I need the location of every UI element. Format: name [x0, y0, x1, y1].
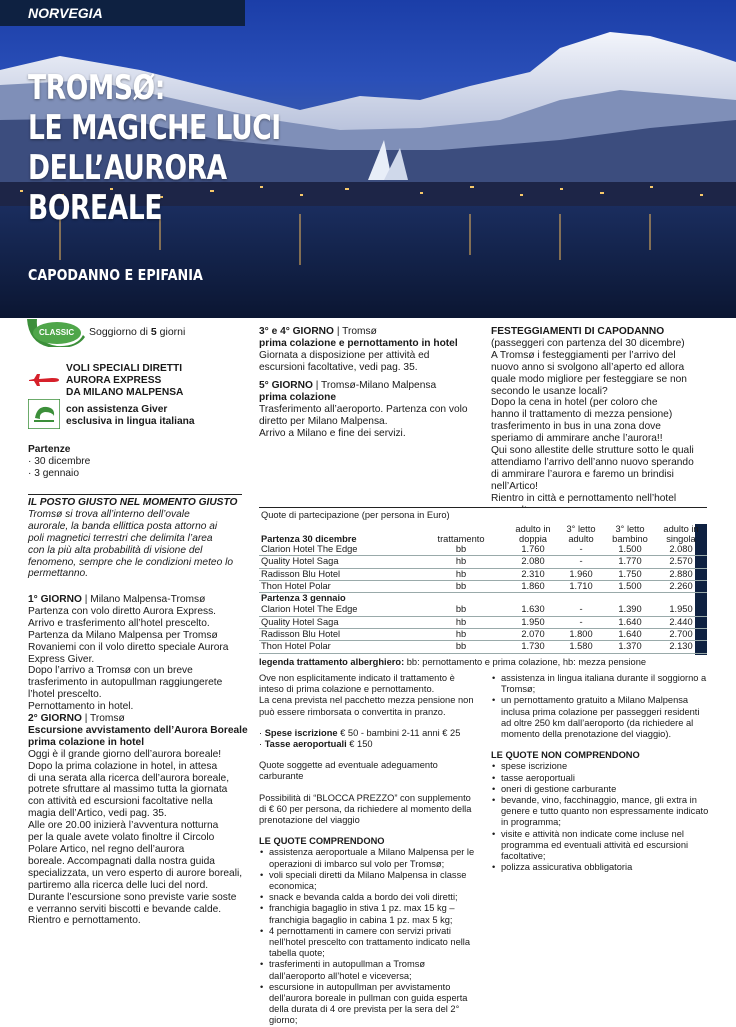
table-row: Clarion Hotel The Edge bb 1.630 - 1.390 1.950: [259, 604, 707, 616]
title-line: LE MAGICHE LUCI: [28, 108, 281, 148]
departure-item: · 30 dicembre: [28, 455, 91, 467]
day34-route: | Tromsø: [336, 326, 377, 337]
excludes-heading: LE QUOTE NON COMPRENDONO: [491, 750, 640, 761]
stay-suffix: giorni: [159, 326, 186, 338]
includes-heading: LE QUOTE COMPRENDONO: [259, 836, 385, 847]
intro-section: [28, 497, 248, 580]
includes-list-continued: [491, 673, 726, 740]
day5-sub: prima colazione: [259, 391, 336, 403]
list-item: • voli speciali diretti da Milano Malpensa in classe economica;: [269, 870, 499, 892]
capodanno-heading: FESTEGGIAMENTI DI CAPODANNO: [491, 326, 665, 337]
fee-line: · Spese iscrizione € 50 - bambini 2-11 anni € 25: [259, 727, 461, 738]
day5-route: | Tromsø-Milano Malpensa: [315, 380, 437, 391]
assistance-line: esclusiva in lingua italiana: [66, 415, 195, 427]
list-item: • un pernottamento gratuito a Milano Malpensa inclusa prima colazione per passeggeri residenti ad oltre 250 km dall’aeroporto (da richiedere al momento della prenotazione del viaggio).: [501, 695, 726, 740]
table-row: Radisson Blu Hotel hb 2.070 1.800 1.640 2.700: [259, 629, 707, 641]
list-item: • oneri di gestione carburante: [501, 784, 726, 795]
day5-heading: 5° GIORNO: [259, 380, 313, 391]
list-item: • trasferimenti in autopullman a Tromsø dall’aeroporto all’hotel e viceversa;: [269, 959, 499, 981]
day1-heading: 1° GIORNO: [28, 594, 82, 605]
flights-line: DA MILANO MALPENSA: [66, 386, 184, 398]
list-item: • spese iscrizione: [501, 761, 726, 772]
classic-badge: [27, 319, 85, 347]
table-legend: legenda trattamento alberghiero: bb: pernottamento e prima colazione, hb: mezza pensione: [259, 657, 647, 667]
capodanno-section: FESTEGGIAMENTI DI CAPODANNO (passeggeri con partenza del 30 dicembre) A Tromsø i festeggiamenti per l’arrivo del nuovo anno si svolgono all’aperto ed allora quale modo migliore per festeggiare se non secondo le usanze locali? Dopo la cena in hotel (per coloro che hanno il trattamento di mezza pensione) trasferimento in bus in una zona dove speriamo di ammirare anche l’aurora!! Qui sono allestite delle strutture sotto le quali attendiamo l’arrivo dell’anno nuovo sperando di ammirare l’aurora e faremo un brindisi nell’Artico! Rientro in città e pernottamento nell’hotel: [491, 326, 721, 517]
list-item: • tasse aeroportuali: [501, 773, 726, 784]
column-header: 3° letto adulto: [566, 524, 596, 544]
flights-line: AURORA EXPRESS: [66, 374, 162, 386]
table-group-header: Partenza 30 dicembre: [261, 534, 357, 544]
assistance-line: con assistenza Giver: [66, 404, 168, 415]
column-header: adulto in singola: [663, 524, 699, 544]
assistance-info: [66, 404, 195, 428]
title-line: DELL’AURORA: [28, 148, 227, 188]
day34-heading: 3° e 4° GIORNO: [259, 326, 334, 337]
intro-heading: IL POSTO GIUSTO NEL MOMENTO GIUSTO: [28, 497, 238, 508]
stay-duration: [89, 327, 185, 339]
plane-icon: [28, 371, 60, 387]
day1-section: 1° GIORNO | Milano Malpensa-Tromsø Partenza con volo diretto Aurora Express. Arrivo e trasferimento all’hotel prescelto. Partenza da Milano Malpensa per Tromsø Rovaniemi con il volo diretto speciale Aurora Express Giver. Dopo l’arrivo a Tromsø con un breve trasferimento in autopullman raggiungerete l’hotel prescelto. Pernottamento in hotel.: [28, 594, 229, 713]
day2-section: 2° GIORNO | Tromsø Escursione avvistamento dell’Aurora Boreale prima colazione in hotel Oggi è il grande giorno dell’aurora boreale! Dopo la prima colazione in hotel, in attesa di una serata alla ricerca dell’aurora boreale, potrete sfruttare al massimo tutta la giornata con attività ed escursioni facoltative nella magia dell’Artico, vedi pag. 35. Alle ore 20.00 inizierà l’avventura notturna per la quale avete volato finoltre il Circolo Polare Artico, nel regno dell’aurora boreale. Accompagnati dalla nostra guida specializzata, un vero esperto di aurore boreali, partiremo alla ricerca delle luci del nord. Durante l’escursione sono previste varie soste e verranno serviti biscotti e bevande calde. Rientro e pernottamento.: [28, 713, 250, 927]
list-item: • bevande, vino, facchinaggio, mance, gli extra in genere e tutto quanto non espressamente indicato in programma;: [501, 795, 726, 829]
table-group-header: Partenza 3 gennaio: [261, 593, 346, 604]
badge-label: CLASSIC: [39, 328, 75, 337]
page-title: [28, 68, 281, 228]
day5-section: 5° GIORNO | Tromsø-Milano Malpensa prima colazione Trasferimento all’aeroporto. Partenza con volo diretto per Milano Malpensa. Arrivo a Milano e fine dei servizi.: [259, 380, 487, 440]
day2-sub: Escursione avvistamento dell’Aurora Boreale: [28, 724, 248, 736]
departure-item: · 3 gennaio: [28, 467, 79, 479]
day2-heading: 2° GIORNO: [28, 713, 82, 724]
title-line: TROMSØ:: [28, 68, 165, 108]
list-item: • escursione in autopullman per avvistamento dell’aurora boreale in pullman con guida esperta della durata di 4 ore prevista per la sera del 2° giorno;: [269, 982, 499, 1027]
country-tag: NORVEGIA: [0, 0, 245, 26]
day2-route: | Tromsø: [84, 713, 125, 724]
page-subtitle: CAPODANNO E EPIFANIA: [28, 266, 203, 284]
table-row: Quality Hotel Saga hb 2.080 - 1.770 2.570: [259, 556, 707, 568]
table-row: Quality Hotel Saga hb 1.950 - 1.640 2.440: [259, 616, 707, 628]
flights-line: VOLI SPECIALI DIRETTI: [66, 363, 183, 374]
column-header: trattamento: [437, 534, 485, 544]
day2-sub: prima colazione in hotel: [28, 736, 145, 748]
column-header: adulto in doppia: [515, 524, 551, 544]
fee-line: · Tasse aeroportuali € 150: [259, 739, 373, 750]
includes-continued: [491, 673, 726, 873]
intro-text: Tromsø si trova all’interno dell’ovale aurorale, la banda ellittica posta attorno ai poli magnetici terrestri che delimita l’area con la più alta probabilità di visione del fenomeno, sempre che le condizioni meteo lo permettanno.: [28, 508, 233, 580]
excludes-list: [491, 761, 726, 873]
table-title: Quote di partecipazione (per persona in Euro): [259, 508, 707, 525]
giver-assistance-icon: [28, 399, 60, 429]
list-item: • 4 pernottamenti in camere con servizi privati nell’hotel prescelto con trattamento indicato nella tabella quote;: [269, 926, 499, 960]
list-item: • visite e attività non indicate come incluse nel programma ed eventuali attività ed escursioni facoltative;: [501, 829, 726, 863]
stay-prefix: Soggiorno di: [89, 326, 148, 338]
flights-info: [66, 363, 183, 399]
column-header: 3° letto bambino: [612, 524, 648, 544]
list-item: • polizza assicurativa obbligatoria: [501, 862, 726, 873]
table-row: Clarion Hotel The Edge bb 1.760 - 1.500 2.080: [259, 544, 707, 556]
list-item: • snack e bevanda calda a bordo dei voli diretti;: [269, 892, 499, 903]
list-item: • franchigia bagaglio in stiva 1 pz. max 15 kg – franchigia bagaglio in cabina 1 pz. max 5 kg;: [269, 903, 499, 925]
notes-section: Ove non esplicitamente indicato il trattamento è inteso di prima colazione e pernottamento. La cena prevista nel pacchetto mezza pensione non può essere rimborsata o convertita in pranzo. · Spese iscrizione € 50 - bambini 2-11 anni € 25 · Tasse aeroportuali € 150 Quote soggette ad eventuale adeguamento carburante Possibilità di “BLOCCA PREZZO” con supplemento di € 60 per persona, da richiedere al momento della prenotazione del viaggio LE QUOTE COMPRENDONO • assistenza aeroportuale a Milano Malpensa per le operazioni di imbarco sul volo per Tromsø; • voli speciali diretti da Milano Malpensa in classe economica; • snack e bevanda calda a bordo dei voli diretti; • franchigia bagaglio in stiva 1 pz. max 15 kg – franchigia bagaglio in cabina 1 pz. max 5 kg; • 4 pernottamenti in camere con servizi privati nell’hotel prescelto con trattamento indicato nella tabella quote; • trasferimenti in autopullman a Tromsø dall’aeroporto all’hotel e viceversa; • escursione in autopullman per avvistamento dell’aurora boreale in pullman con guida esperta della durata di 4 ore prevista per la sera del 2° giorno;: [259, 673, 499, 1027]
departures-label: Partenze: [28, 444, 71, 455]
list-item: • assistenza aeroportuale a Milano Malpensa per le operazioni di imbarco sul volo per Tromsø;: [269, 847, 499, 869]
list-item: • assistenza in lingua italiana durante il soggiorno a Tromsø;: [501, 673, 726, 695]
table-row: Radisson Blu Hotel hb 2.310 1.960 1.750 2.880: [259, 568, 707, 580]
table-row: Thon Hotel Polar bb 1.860 1.710 1.500 2.260: [259, 580, 707, 592]
price-table: [259, 507, 707, 654]
day34-sub: prima colazione e pernottamento in hotel: [259, 337, 458, 349]
day34-section: 3° e 4° GIORNO | Tromsø prima colazione e pernottamento in hotel Giornata a disposizione per attività ed escursioni facoltative, vedi pag. 35.: [259, 326, 487, 374]
departures: [28, 444, 90, 480]
table-row: Thon Hotel Polar bb 1.730 1.580 1.370 2.130: [259, 641, 707, 653]
includes-list: [259, 847, 499, 1026]
stay-days: 5: [150, 326, 157, 338]
divider: [28, 494, 242, 495]
day1-route: | Milano Malpensa-Tromsø: [84, 594, 206, 605]
title-line: BOREALE: [28, 188, 163, 228]
